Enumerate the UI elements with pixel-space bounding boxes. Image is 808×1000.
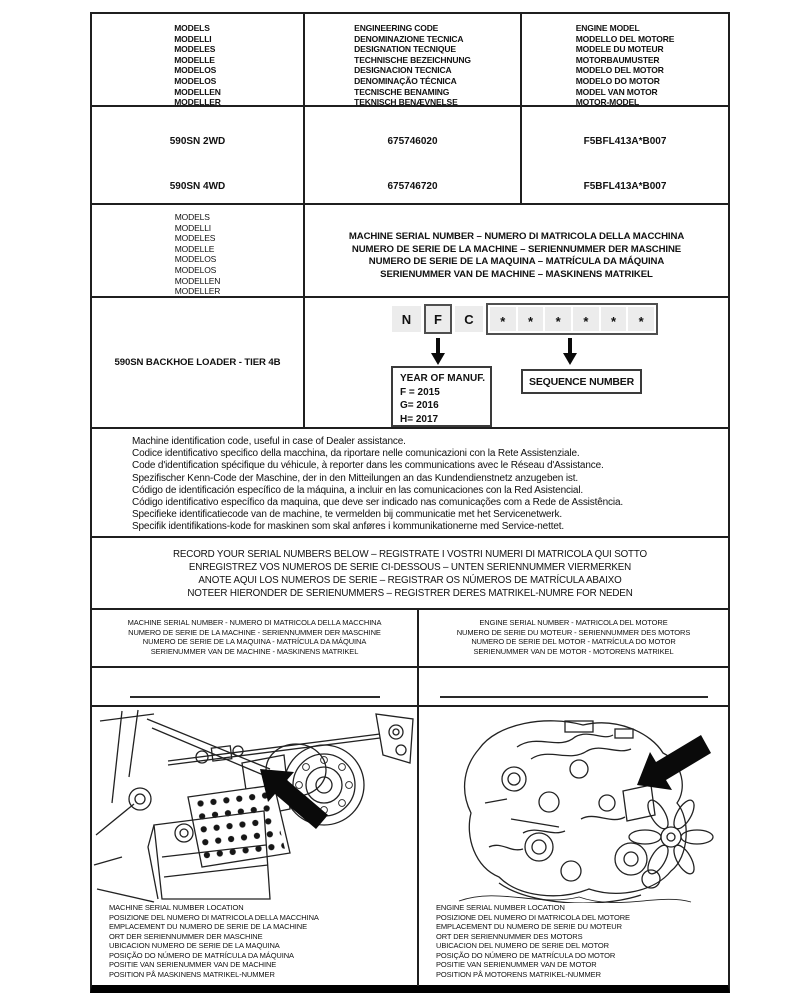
id-note-cell — [92, 429, 728, 536]
header-line: MODELOS — [174, 65, 217, 76]
engine-location-caption — [419, 903, 730, 986]
note-line: Código de identificación específico de la máquina, a incluir en las comunicaciones con la Red Asistencial. — [132, 484, 584, 496]
machine-illustration-cell — [92, 707, 419, 986]
serial-char-f-year-box: F — [424, 304, 452, 334]
write-in-row — [92, 668, 728, 707]
header-line: MODELS — [174, 23, 210, 33]
models-line: MODELOS — [174, 264, 217, 275]
year-entry: H= 2017 — [400, 413, 439, 425]
engine-write-in-cell — [419, 668, 728, 705]
machine-serial-location-illustration — [92, 707, 417, 903]
year-of-manufacture-box — [391, 366, 492, 427]
note-line: Código identificativo específico da maquina, que deve ser indicado nas comunicações com a Rede de Assistência. — [132, 497, 624, 509]
header-line: MODELLE — [174, 54, 215, 65]
note-line: Specifieke identificatiecode van de machine, te vermelden bij communicatie met het Servicenetwerk. — [132, 509, 562, 521]
header-line: ENGINE MODEL — [575, 23, 640, 33]
illustration-row — [92, 707, 728, 985]
caption-line: POSIÇÃO DO NÚMERO DE MATRÍCULA DO MOTOR — [436, 950, 616, 960]
engine-illustration-cell — [419, 707, 730, 986]
models-line: MODELES — [174, 233, 216, 244]
models-list-cell — [92, 205, 305, 297]
header-line: MACHINE SERIAL NUMBER - NUMERO DI MATRICOLA DELLA MACCHINA — [127, 618, 382, 627]
model-label-cell — [92, 298, 305, 427]
model-values-cell — [92, 107, 305, 203]
title-line: SERIENUMMER VAN DE MACHINE – MASKINENS MATRIKEL — [380, 268, 653, 280]
machine-serial-title-cell — [305, 205, 728, 297]
header-line: MODEL VAN MOTOR — [575, 86, 658, 97]
models-line: MODELLI — [174, 222, 211, 233]
machine-serial-header-row — [92, 205, 728, 298]
header-line: NUMERO DE SERIE DE LA MAQUINA - MATRÍCULA DA MÁQUINA — [142, 637, 367, 646]
caption-line: MACHINE SERIAL NUMBER LOCATION — [109, 903, 244, 912]
code-values-cell — [305, 107, 522, 203]
note-line: Code d'identification spécifique du véhicule, à reporter dans les communications avec le Réseau d'Assistance. — [132, 460, 604, 472]
engine-model-header-lines — [576, 23, 675, 108]
machine-write-in-cell — [92, 668, 419, 705]
down-arrow-icon — [563, 338, 577, 365]
caption-line: ENGINE SERIAL NUMBER LOCATION — [436, 903, 565, 912]
year-entries — [400, 386, 490, 427]
year-entry: F = 2015 — [400, 386, 440, 398]
engineering-code-header-lines — [354, 23, 471, 108]
header-line: ENGINEERING CODE — [354, 23, 439, 33]
identification-page — [90, 12, 730, 993]
engine-header-lines — [419, 618, 728, 656]
engine-values-cell — [522, 107, 728, 203]
sequence-digit-cell: * — [490, 307, 516, 331]
engine-model-header-cell — [522, 14, 728, 108]
engine-model-value: F5BFL413A*B007 — [583, 136, 667, 147]
title-line: MACHINE SERIAL NUMBER – NUMERO DI MATRICOLA DELLA MACCHINA — [348, 231, 685, 242]
caption-line: POSITIE VAN SERIENUMMER VAN DE MOTOR — [436, 960, 597, 969]
header-line: TECHNISCHE BEZEICHNUNG — [354, 54, 471, 65]
record-note-row — [92, 538, 728, 610]
title-line: NUMERO DE SERIE DE LA MAQUINA – MATRÍCULA DA MÁQUINA — [368, 256, 665, 268]
model-value: 590SN 2WD — [169, 136, 226, 147]
header-line: MODELLI — [174, 33, 212, 44]
model-label: 590SN BACKHOE LOADER - TIER 4B — [114, 357, 281, 368]
machine-serial-title — [305, 212, 728, 281]
models-line: MODELS — [174, 212, 210, 222]
header-line: MODELE DU MOTEUR — [575, 44, 664, 55]
machine-header-lines — [92, 618, 417, 656]
record-columns-header-row — [92, 610, 728, 668]
header-line: ENGINE SERIAL NUMBER - MATRICOLA DEL MOTORE — [479, 618, 668, 627]
sequence-digit-cell: * — [628, 307, 654, 331]
engine-model-value: F5BFL413A*B007 — [583, 181, 667, 192]
caption-line: ORT DER SERIENNUMMER DES MOTORS — [436, 931, 583, 941]
header-line: MOTOR-MODEL — [575, 97, 640, 108]
header-line: MODELO DO MOTOR — [575, 75, 660, 86]
caption-line: POSIZIONE DEL NUMERO DI MATRICOLA DEL MOTORE — [436, 912, 630, 922]
record-line: ANOTE AQUI LOS NUMEROS DE SERIE – REGISTRAR OS NÚMEROS DE MATRÍCULA ABAIXO — [198, 575, 622, 586]
header-line: MODELO DEL MOTOR — [575, 65, 664, 76]
caption-line: POSITION PÅ MOTORENS MATRIKEL-NUMMER — [436, 969, 601, 979]
caption-line: UBICACION NUMERO DE SERIE DE LA MAQUINA — [109, 941, 280, 950]
models-line: MODELLEN — [174, 275, 221, 286]
serial-char-n: N — [392, 306, 421, 332]
header-line: MODELLEN — [174, 86, 221, 97]
fan-blades — [629, 797, 713, 877]
caption-line: UBICACION DEL NUMERO DE SERIE DEL MOTOR — [436, 941, 609, 950]
header-line: DESIGNATION TECNIQUE — [354, 44, 456, 55]
record-line: NOTEER HIERONDER DE SERIENUMMERS – REGISTRER DERES MATRIKEL-NUMRE FOR NEDEN — [187, 588, 633, 599]
machine-location-caption — [92, 903, 417, 986]
header-line: DENOMINAZIONE TECNICA — [354, 33, 464, 44]
header-line: MODELOS — [174, 75, 217, 86]
title-line: NUMERO DE SERIE DE LA MACHINE – SERIENNUMMER DER MASCHINE — [351, 243, 682, 255]
year-entry: G= 2016 — [400, 400, 439, 411]
header-line: TECNISCHE BENAMING — [354, 86, 450, 97]
models-header-lines — [174, 23, 221, 108]
caption-line: EMPLACEMENT DU NUMERO DE SERIE DU MOTEUR — [436, 922, 622, 931]
header-line: SERIENUMMER VAN DE MACHINE - MASKINENS MATRIKEL — [150, 646, 359, 656]
models-line: MODELLER — [174, 286, 221, 297]
record-note-cell — [92, 538, 728, 608]
spec-table-header-row — [92, 14, 728, 107]
note-line: Specifik identifikations-kode for maskinen som skal anføres i kommunikationerne med Service-nettet. — [132, 521, 565, 533]
sequence-digit-cell: * — [545, 307, 571, 331]
location-arrow-icon — [637, 735, 711, 790]
record-note-lines — [92, 548, 728, 600]
header-line: DENOMINAÇÃO TÉCNICA — [354, 75, 457, 86]
header-line: NUMERO DE SERIE DE LA MACHINE - SERIENNUMMER DER MASCHINE — [128, 627, 381, 637]
sequence-digit-cell: * — [518, 307, 544, 331]
header-line: MODELLER — [174, 97, 221, 108]
sequence-digit-cell: * — [573, 307, 599, 331]
caption-line: POSITIE VAN SERIENUMMER VAN DE MACHINE — [109, 960, 277, 969]
note-line: Spezifischer Kenn-Code der Maschine, der in den Mitteilungen an das Kundendienstnetz anzugeben ist. — [132, 472, 579, 484]
header-line: SERIENUMMER VAN DE MOTOR - MOTORENS MATRIKEL — [473, 646, 674, 656]
id-note-lines — [132, 436, 728, 534]
models-line: MODELOS — [174, 254, 217, 265]
record-line: ENREGISTREZ VOS NUMEROS DE SERIE CI-DESSOUS – UNTEN SERIENNUMMER VIERMERKEN — [188, 562, 632, 573]
caption-line: POSIÇÃO DO NÚMERO DE MATRÍCULA DA MÁQUINA — [109, 950, 294, 960]
engineering-code-value: 675746020 — [387, 136, 438, 147]
machine-column-header — [92, 610, 419, 666]
caption-line: POSIZIONE DEL NUMERO DI MATRICOLA DELLA MACCHINA — [109, 912, 319, 922]
caption-line: POSITION PÅ MASKINENS MATRIKEL-NUMMER — [109, 969, 275, 979]
engineering-code-header-cell — [305, 14, 522, 108]
engine-serial-location-illustration — [419, 707, 730, 903]
machine-serial-write-line — [130, 696, 380, 698]
year-box-title: YEAR OF MANUF. — [400, 373, 485, 384]
engine-serial-write-line — [440, 696, 708, 698]
caption-line: ORT DER SERIENNUMMER DER MASCHINE — [109, 931, 263, 941]
header-line: MODELES — [174, 44, 216, 55]
serial-code-row — [92, 298, 728, 429]
sequence-digit-group — [486, 303, 658, 335]
models-header-cell — [92, 14, 305, 108]
serial-code-diagram — [305, 298, 728, 427]
header-line: NUMERO DE SERIE DEL MOTOR - MATRÍCULA DO MOTOR — [471, 637, 676, 646]
note-line: Codice identificativo specifico della macchina, da riportare nelle comunicazioni con la Rete Assistenziale. — [132, 448, 580, 460]
header-line: TEKNISCH BENÆVNELSE — [354, 97, 458, 108]
header-line: MOTORBAUMUSTER — [575, 54, 660, 65]
id-note-row — [92, 429, 728, 538]
down-arrow-icon — [431, 338, 445, 365]
models-list-lines — [175, 212, 221, 297]
model-value: 590SN 4WD — [169, 181, 226, 192]
spec-table-value-row — [92, 107, 728, 205]
serial-char-c: C — [455, 306, 483, 332]
engineering-code-value: 675746720 — [387, 181, 438, 192]
engine-column-header — [419, 610, 728, 666]
sequence-number-box: SEQUENCE NUMBER — [521, 369, 642, 394]
header-line: NUMERO DE SERIE DU MOTEUR - SERIENNUMMER DES MOTORS — [456, 627, 691, 637]
record-line: RECORD YOUR SERIAL NUMBERS BELOW – REGISTRATE I VOSTRI NUMERI DI MATRICOLA QUI SOTTO — [172, 549, 648, 560]
header-line: DESIGNACION TECNICA — [354, 65, 452, 76]
sequence-digit-cell: * — [601, 307, 627, 331]
caption-line: EMPLACEMENT DU NUMERO DE SERIE DE LA MACHINE — [109, 922, 307, 931]
note-line: Machine identification code, useful in case of Dealer assistance. — [132, 436, 406, 447]
header-line: MODELLO DEL MOTORE — [575, 33, 675, 44]
models-line: MODELLE — [174, 243, 215, 254]
